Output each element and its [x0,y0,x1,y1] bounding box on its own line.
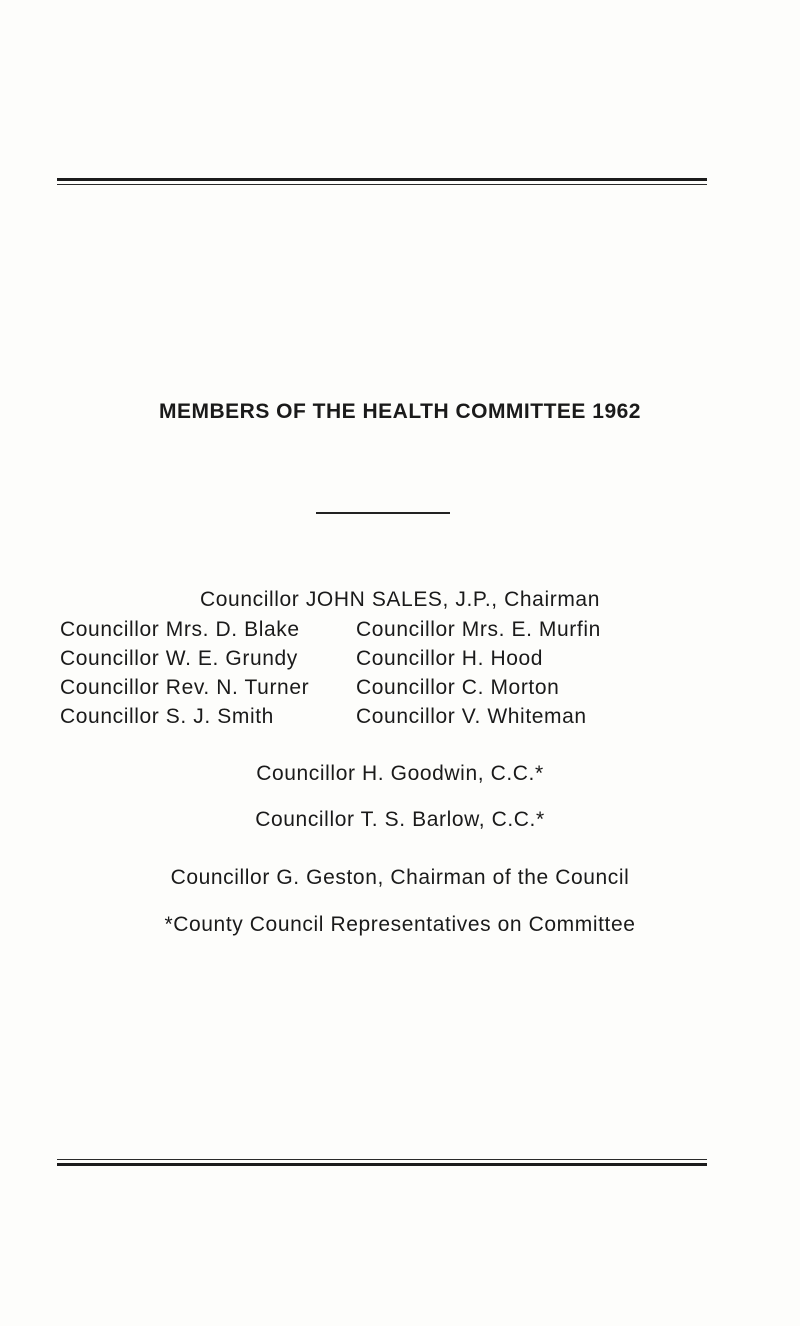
page-title: MEMBERS OF THE HEALTH COMMITTEE 1962 [159,400,641,423]
bottom-thick-line [57,1163,707,1166]
title-underline-rule [316,512,450,514]
footnote: *County Council Representatives on Committee [164,913,636,936]
chairman-line: Councillor JOHN SALES, J.P., Chairman [200,588,600,611]
member-right-1: Councillor Mrs. E. Murfin [356,618,601,641]
county-rep-1: Councillor H. Goodwin, C.C.* [256,762,544,785]
member-right-2: Councillor H. Hood [356,647,544,670]
bottom-thin-line [57,1159,707,1160]
member-right-4: Councillor V. Whiteman [356,705,587,728]
member-left-4: Councillor S. J. Smith [60,705,274,728]
council-chairman-line: Councillor G. Geston, Chairman of the Council [170,866,630,889]
member-right-3: Councillor C. Morton [356,676,560,699]
member-left-1: Councillor Mrs. D. Blake [60,618,300,641]
member-left-3: Councillor Rev. N. Turner [60,676,310,699]
bottom-double-rule [57,1159,707,1166]
member-left-2: Councillor W. E. Grundy [60,647,298,670]
top-double-rule [57,178,707,185]
county-rep-2: Councillor T. S. Barlow, C.C.* [255,808,545,831]
top-thin-line [57,184,707,185]
top-thick-line [57,178,707,181]
